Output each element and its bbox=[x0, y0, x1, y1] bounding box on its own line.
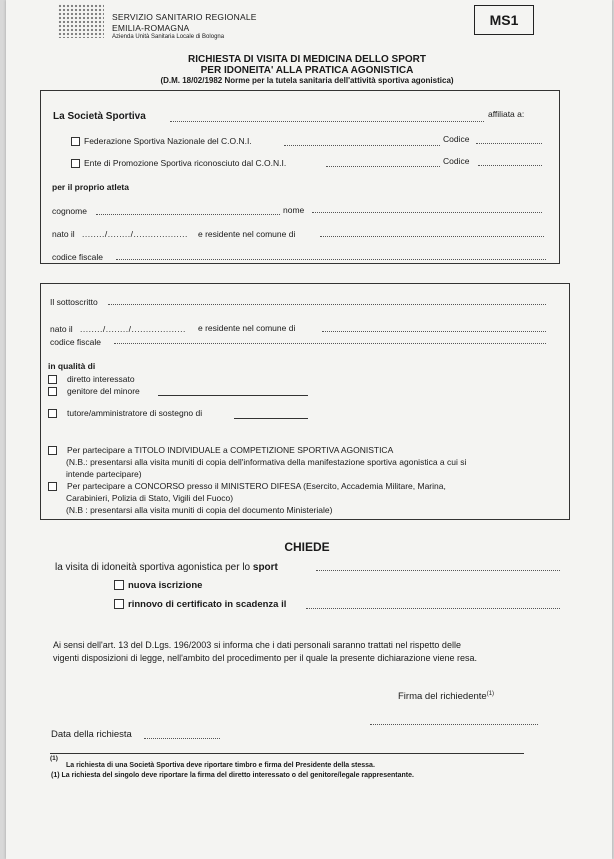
form-title-line-2: PER IDONEITA' ALLA PRATICA AGONISTICA bbox=[200, 65, 414, 76]
org-line-1: SERVIZIO SANITARIO REGIONALE bbox=[112, 12, 257, 22]
societa-field[interactable] bbox=[170, 121, 484, 122]
tutore-field[interactable] bbox=[234, 418, 308, 419]
federazione-field[interactable] bbox=[284, 145, 440, 146]
opt-rinnovo-label: rinnovo di certificato in scadenza il bbox=[128, 599, 287, 610]
note-2: (1) La richiesta del singolo deve riportare la firma del diretto interessato o del genitore/legale rappresentante. bbox=[51, 772, 414, 779]
nato-date-field-2[interactable]: ......../......../................... bbox=[80, 324, 186, 334]
sottoscritto-field[interactable] bbox=[108, 304, 546, 305]
form-title-line-3: (D.M. 18/02/1982 Norme per la tutela sanitaria dell'attività sportiva agonistica) bbox=[160, 76, 454, 85]
cf-field-1[interactable] bbox=[116, 259, 546, 260]
privacy-line-1: Ai sensi dell'art. 13 del D.Lgs. 196/2003 si informa che i dati personali saranno trattati nel rispetto delle bbox=[53, 640, 461, 650]
data-label: Data della richiesta bbox=[51, 729, 132, 740]
visita-sport-label: sport bbox=[252, 562, 278, 573]
tutore-checkbox[interactable] bbox=[48, 409, 57, 418]
p-concorso-label: Per partecipare a CONCORSO presso il MINISTERO DIFESA (Esercito, Accademia Militare, Marina, bbox=[67, 481, 446, 491]
cognome-field[interactable] bbox=[96, 214, 280, 215]
cognome-label: cognome bbox=[52, 206, 87, 216]
codice-label-1: Codice bbox=[443, 134, 470, 144]
rinnovo-checkbox[interactable] bbox=[114, 599, 124, 609]
p-individuale-note-1: (N.B.: presentarsi alla visita muniti di copia dell'informativa della manifestazione sportiva agonistica a cui si bbox=[66, 457, 467, 467]
chiede-heading: CHIEDE bbox=[284, 540, 330, 554]
firma-sup: (1) bbox=[486, 691, 495, 697]
genitore-checkbox[interactable] bbox=[48, 387, 57, 396]
p-concorso-line-2: Carabinieri, Polizia di Stato, Vigili del Fuoco) bbox=[66, 493, 234, 503]
nome-label: nome bbox=[283, 205, 305, 215]
codice-label-2: Codice bbox=[443, 156, 470, 166]
concorso-checkbox[interactable] bbox=[48, 482, 57, 491]
q-diretto-label: diretto interessato bbox=[67, 374, 135, 384]
option-ente[interactable] bbox=[71, 158, 286, 168]
codice-field-1[interactable] bbox=[476, 143, 542, 144]
option-federazione[interactable] bbox=[71, 136, 252, 146]
residente-label-2: e residente nel comune di bbox=[198, 323, 296, 333]
form-title-line-1: RICHIESTA DI VISITA DI MEDICINA DELLO SPORT bbox=[188, 54, 426, 65]
q-diretto[interactable] bbox=[48, 374, 135, 384]
firma-text: Firma del richiedente bbox=[398, 691, 487, 703]
data-field[interactable] bbox=[144, 738, 220, 739]
nato-date-field-1[interactable]: ......../......../................... bbox=[82, 229, 188, 239]
firma-label bbox=[398, 691, 494, 702]
usl-logo-icon bbox=[58, 4, 104, 38]
nato-label-2: nato il bbox=[50, 324, 73, 334]
opt-nuova[interactable] bbox=[114, 580, 202, 591]
societa-label: La Società Sportiva bbox=[53, 111, 146, 122]
atleta-label: per il proprio atleta bbox=[52, 182, 129, 192]
org-line-2: EMILIA-ROMAGNA bbox=[112, 23, 190, 33]
form-code-box: MS1 bbox=[474, 5, 534, 35]
cf-label-1: codice fiscale bbox=[52, 252, 104, 262]
ente-checkbox[interactable] bbox=[71, 159, 80, 168]
scadenza-field[interactable] bbox=[306, 608, 560, 609]
footnote-divider bbox=[50, 753, 524, 754]
p-individuale-label: Per partecipare a TITOLO INDIVIDUALE a COMPETIZIONE SPORTIVA AGONISTICA bbox=[67, 445, 394, 455]
firma-field[interactable] bbox=[370, 724, 538, 725]
federazione-checkbox[interactable] bbox=[71, 137, 80, 146]
note-1-mark: (1) bbox=[50, 755, 58, 762]
privacy-line-2: vigenti disposizioni di legge, nell'ambito del procedimento per il quale la presente dichiarazione viene resa. bbox=[53, 653, 477, 663]
ente-field[interactable] bbox=[326, 166, 440, 167]
nato-label-1: nato il bbox=[52, 229, 75, 239]
q-tutore-label: tutore/amministratore di sostegno di bbox=[67, 408, 203, 418]
codice-field-2[interactable] bbox=[478, 165, 542, 166]
genitore-field[interactable] bbox=[158, 395, 308, 396]
opt-rinnovo[interactable] bbox=[114, 599, 286, 610]
nuova-checkbox[interactable] bbox=[114, 580, 124, 590]
note-1: La richiesta di una Società Sportiva deve riportare timbro e firma del Presidente della stessa. bbox=[66, 762, 375, 769]
diretto-checkbox[interactable] bbox=[48, 375, 57, 384]
nome-field[interactable] bbox=[312, 212, 542, 213]
qualita-label: in qualità di bbox=[48, 361, 96, 371]
sport-field[interactable] bbox=[316, 570, 560, 571]
q-genitore[interactable] bbox=[48, 386, 140, 396]
cf-label-2: codice fiscale bbox=[50, 337, 102, 347]
q-tutore[interactable] bbox=[48, 408, 202, 418]
visita-prefix: la visita di idoneità sportiva agonistica per lo bbox=[55, 562, 251, 573]
option-federazione-label: Federazione Sportiva Nazionale del C.O.N.I. bbox=[84, 136, 252, 146]
option-ente-label: Ente di Promozione Sportiva riconosciuto dal C.O.N.I. bbox=[84, 158, 287, 168]
p-concorso[interactable] bbox=[48, 481, 446, 491]
org-line-3: Azienda Unità Sanitaria Locale di Bologna bbox=[112, 34, 225, 40]
affiliata-label: affiliata a: bbox=[488, 109, 525, 119]
q-genitore-label: genitore del minore bbox=[67, 386, 140, 396]
comune-field-1[interactable] bbox=[320, 236, 544, 237]
comune-field-2[interactable] bbox=[322, 331, 546, 332]
sottoscritto-label: Il sottoscritto bbox=[50, 297, 98, 307]
p-concorso-note: (N.B : presentarsi alla visita muniti di copia del documento Ministeriale) bbox=[66, 505, 333, 515]
individuale-checkbox[interactable] bbox=[48, 446, 57, 455]
p-individuale-note-2: intende partecipare) bbox=[66, 469, 142, 479]
visita-line bbox=[55, 562, 278, 573]
residente-label-1: e residente nel comune di bbox=[198, 229, 296, 239]
p-individuale[interactable] bbox=[48, 445, 393, 455]
cf-field-2[interactable] bbox=[114, 343, 546, 344]
opt-nuova-label: nuova iscrizione bbox=[128, 580, 203, 591]
